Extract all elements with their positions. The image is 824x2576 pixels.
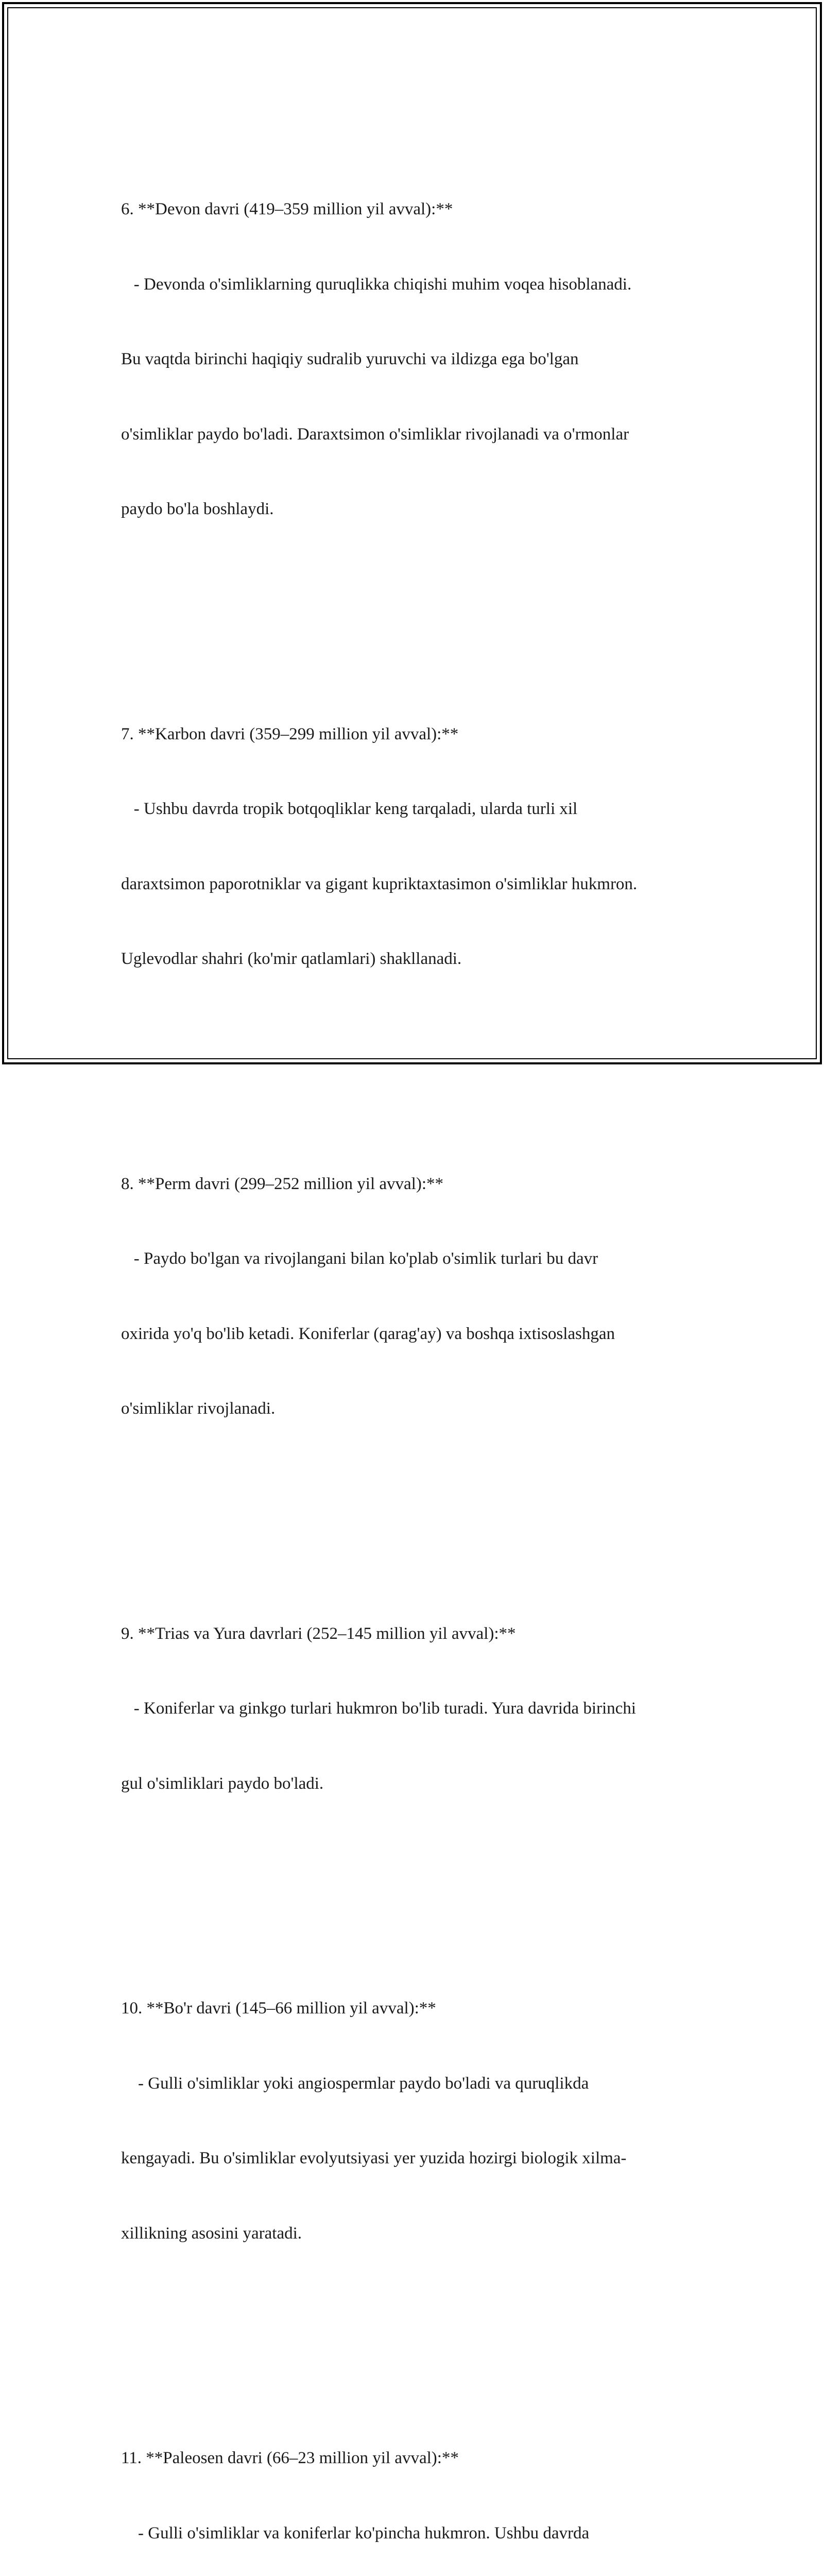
- document-body: [121, 97, 729, 2576]
- body-line: - Devonda o'simliklarning quruqlikka chiqishi muhim voqea hisoblanadi.: [121, 275, 632, 294]
- body-line: - Paydo bo'lgan va rivojlangani bilan ko'plab o'simlik turlari bu davr: [121, 1249, 598, 1268]
- body-line: - Gulli o'simliklar va koniferlar ko'pincha hukmron. Ushbu davrda: [121, 2523, 590, 2543]
- section-karbon: [121, 672, 729, 1022]
- section-heading: 7. **Karbon davri (359–299 million yil avval):**: [121, 724, 459, 743]
- body-line: gul o'simliklari paydo bo'ladi.: [121, 1774, 324, 1793]
- body-line: - Gulli o'simliklar yoki angiospermlar paydo bo'ladi va quruqlikda: [121, 2074, 589, 2093]
- section-heading: 6. **Devon davri (419–359 million yil avval):**: [121, 200, 453, 218]
- body-line: o'simliklar paydo bo'ladi. Daraxtsimon o'simliklar rivojlanadi va o'rmonlar: [121, 425, 629, 444]
- body-line: oxirida yo'q bo'lib ketadi. Koniferlar (qarag'ay) va boshqa ixtisoslashgan: [121, 1324, 615, 1343]
- body-line: Uglevodlar shahri (ko'mir qatlamlari) shakllanadi.: [121, 950, 462, 968]
- section-trias-yura: [121, 1571, 729, 1846]
- body-line: kengayadi. Bu o'simliklar evolyutsiyasi yer yuzida hozirgi biologik xilma-: [121, 2149, 627, 2167]
- section-heading: 10. **Bo'r davri (145–66 million yil avval):**: [121, 1999, 436, 2018]
- body-line: o'simliklar rivojlanadi.: [121, 1399, 276, 1418]
- section-heading: 11. **Paleosen davri (66–23 million yil avval):**: [121, 2449, 459, 2467]
- body-line: xillikning asosini yaratadi.: [121, 2224, 302, 2243]
- body-line: daraxtsimon paporotniklar va gigant kupriktaxtasimon o'simliklar hukmron.: [121, 874, 638, 893]
- section-bor: [121, 1946, 729, 2296]
- body-line: - Ushbu davrda tropik botqoqliklar keng tarqaladi, ularda turli xil: [121, 800, 578, 818]
- body-line: Bu vaqtda birinchi haqiqiy sudralib yuruvchi va ildizga ega bo'lgan: [121, 350, 579, 368]
- section-heading: 8. **Perm davri (299–252 million yil avval):**: [121, 1174, 444, 1193]
- section-paleosen: [121, 2396, 729, 2576]
- section-heading: 9. **Trias va Yura davrlari (252–145 million yil avval):**: [121, 1624, 516, 1643]
- body-line: paydo bo'la boshlaydi.: [121, 500, 274, 518]
- section-perm: [121, 1122, 729, 1471]
- body-line: - Koniferlar va ginkgo turlari hukmron bo'lib turadi. Yura davrida birinchi: [121, 1699, 636, 1718]
- section-devon: [121, 147, 729, 572]
